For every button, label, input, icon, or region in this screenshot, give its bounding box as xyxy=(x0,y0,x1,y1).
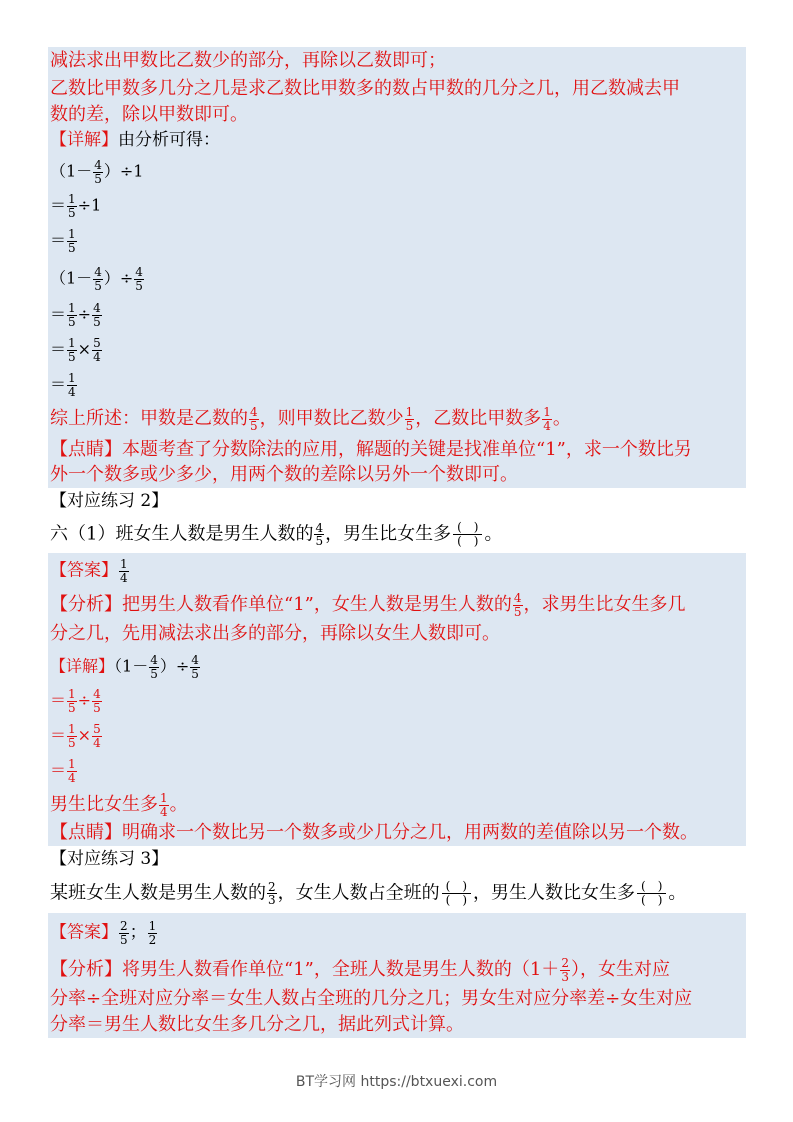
analysis-line-3: 分率＝男生人数比女生多几分之几，据此列式计算。 xyxy=(50,1014,464,1035)
calc-step: ＝ $\frac{1}{5}$ × $\frac{5}{4}$ xyxy=(50,722,101,750)
detail-line xyxy=(50,132,220,149)
analysis-line-3: 数的差，除以甲数即可。 xyxy=(50,104,248,125)
answer-blank[interactable]: $\frac{( )}{( )}$ xyxy=(442,880,471,907)
summary-line: 综上所述：甲数是乙数的 $\frac{4}{5}$ ，则甲数比乙数少 $\frac{1}{5}$ ，乙数比甲数多 $\frac{1}{4}$ 。 xyxy=(50,405,571,433)
calc-step: ＝ $\frac{1}{4}$ xyxy=(50,757,76,785)
answer-line: 【答案】 $\frac{2}{5}$ ； $\frac{1}{2}$ xyxy=(50,919,157,947)
result-line: 男生比女生多 $\frac{1}{4}$ 。 xyxy=(50,791,188,819)
exercise-3-heading: 【对应练习 3】 xyxy=(50,849,169,869)
calc-step: ＝ $\frac{1}{4}$ xyxy=(50,371,76,399)
answer-line: 【答案】 $\frac{1}{4}$ xyxy=(50,557,128,585)
detail-tag: 【详解】 xyxy=(50,130,118,150)
analysis-line-2: 分率÷全班对应分率＝女生人数占全班的几分之几；男女生对应分率差÷女生对应 xyxy=(50,988,693,1009)
analysis-line-2: 分之几，先用减法求出多的部分，再除以女生人数即可。 xyxy=(50,623,500,644)
answer-tag: 【答案】 xyxy=(50,560,118,581)
calc-step: ＝ $\frac{1}{5}$ xyxy=(50,227,76,255)
analysis-tag: 【分析】 xyxy=(50,959,122,981)
analysis-line-1: 【分析】将男生人数看作单位“1”，全班人数是男生人数的（1＋ $\frac{2}{3}$ ），女生对应 xyxy=(50,956,670,984)
calc-step: ＝ $\frac{1}{5}$ ÷ $\frac{4}{5}$ xyxy=(50,301,101,329)
answer-tag: 【答案】 xyxy=(50,922,118,943)
analysis-line-2: 乙数比甲数多几分之几是求乙数比甲数多的数占甲数的几分之几，用乙数减去甲 xyxy=(50,78,680,99)
calc-step: ＝ $\frac{1}{5}$ ÷ $\frac{4}{5}$ xyxy=(50,687,101,715)
analysis-line-1: 【分析】把男生人数看作单位“1”，女生人数是男生人数的 $\frac{4}{5}$ ，求男生比女生多几 xyxy=(50,591,686,619)
calc-step: ＝ $\frac{1}{5}$ × $\frac{5}{4}$ xyxy=(50,336,101,364)
answer-blank[interactable]: $\frac{( )}{( )}$ xyxy=(637,880,666,907)
tip-line: 【点睛】明确求一个数比另一个数多或少几分之几，用两数的差值除以另一个数。 xyxy=(50,822,698,843)
tip-tag: 【点睛】 xyxy=(50,822,122,843)
analysis-tag: 【分析】 xyxy=(50,594,122,616)
answer-blank[interactable]: $\frac{( )}{( )}$ xyxy=(453,521,482,548)
exercise-2-question: 六（1）班女生人数是男生人数的 $\frac{4}{5}$ ，男生比女生多 $\frac{( )}{( )}$ 。 xyxy=(50,520,503,549)
calc-step: ＝ $\frac{1}{5}$ ÷1 xyxy=(50,192,102,220)
footer-watermark[interactable]: BT学习网 https://btxuexi.com xyxy=(295,1074,498,1090)
detail-text: 由分析可得： xyxy=(118,130,220,150)
exercise-2-heading: 【对应练习 2】 xyxy=(50,491,169,511)
tip-line-1: 【点睛】本题考查了分数除法的应用，解题的关键是找准单位“1”，求一个数比另 xyxy=(50,439,692,460)
detail-tag: 【详解】 xyxy=(50,656,115,676)
exercise-3-question: 某班女生人数是男生人数的 $\frac{2}{3}$ ，女生人数占全班的 $\frac{( )}{( )}$ ，男生人数比女生多 $\frac{( )}{( )}$ 。 xyxy=(50,879,687,908)
tip-tag: 【点睛】 xyxy=(50,439,122,460)
analysis-line-1: 减法求出甲数比乙数少的部分，再除以乙数即可； xyxy=(50,50,446,71)
calc-step: （1－ $\frac{4}{5}$ ）÷1 xyxy=(50,158,144,186)
detail-line: 【详解】（1－ $\frac{4}{5}$ ）÷ $\frac{4}{5}$ xyxy=(50,653,199,681)
tip-line-2: 外一个数多或少多少，用两个数的差除以另外一个数即可。 xyxy=(50,464,518,485)
calc-step: （1－ $\frac{4}{5}$ ）÷ $\frac{4}{5}$ xyxy=(50,265,143,293)
